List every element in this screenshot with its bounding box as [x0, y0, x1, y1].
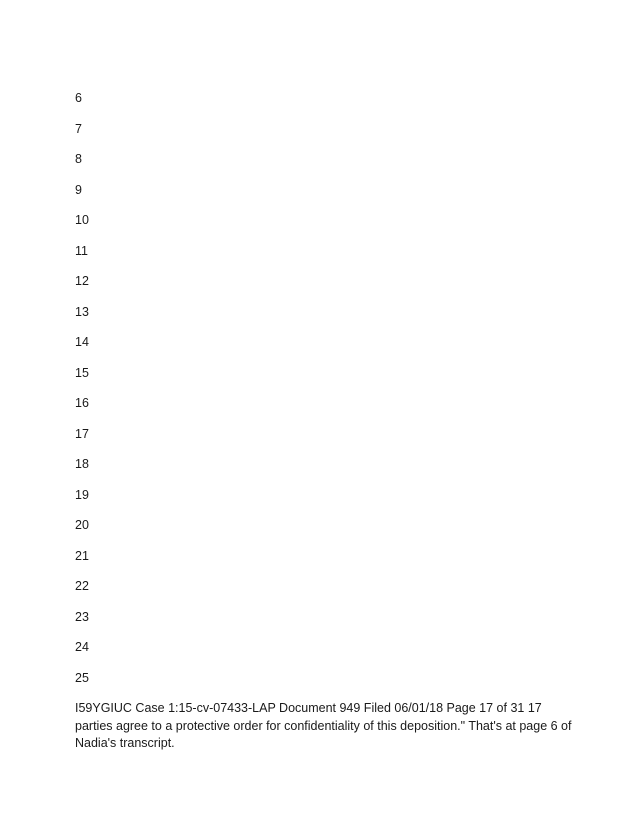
- line-number: 14: [75, 335, 89, 349]
- line-number: 9: [75, 182, 82, 197]
- line-number: 25: [75, 670, 89, 685]
- line-number: 22: [75, 579, 89, 593]
- line-number: 12: [75, 274, 89, 288]
- line-number: 23: [75, 609, 89, 624]
- line-number: 7: [75, 121, 82, 136]
- line-number: 10: [75, 213, 89, 227]
- line-number: 8: [75, 152, 82, 166]
- line-number: 17: [75, 426, 89, 441]
- line-number-column: [75, 90, 89, 700]
- line-number: 15: [75, 365, 89, 380]
- line-number: 21: [75, 548, 89, 563]
- line-number: 19: [75, 487, 89, 502]
- line-number: 20: [75, 518, 89, 532]
- line-number: 24: [75, 640, 89, 654]
- line-number: 13: [75, 304, 89, 319]
- line-number: 18: [75, 457, 89, 471]
- line-number: 16: [75, 396, 89, 410]
- line-number: 6: [75, 91, 82, 105]
- transcript-paragraph: I59YGIUC Case 1:15-cv-07433-LAP Document 949 Filed 06/01/18 Page 17 of 31 17 parties agree to a protective order for confidentiality of this deposition." That's at page 6 of Nadia's transcript.: [75, 701, 572, 750]
- line-number: 11: [75, 243, 88, 258]
